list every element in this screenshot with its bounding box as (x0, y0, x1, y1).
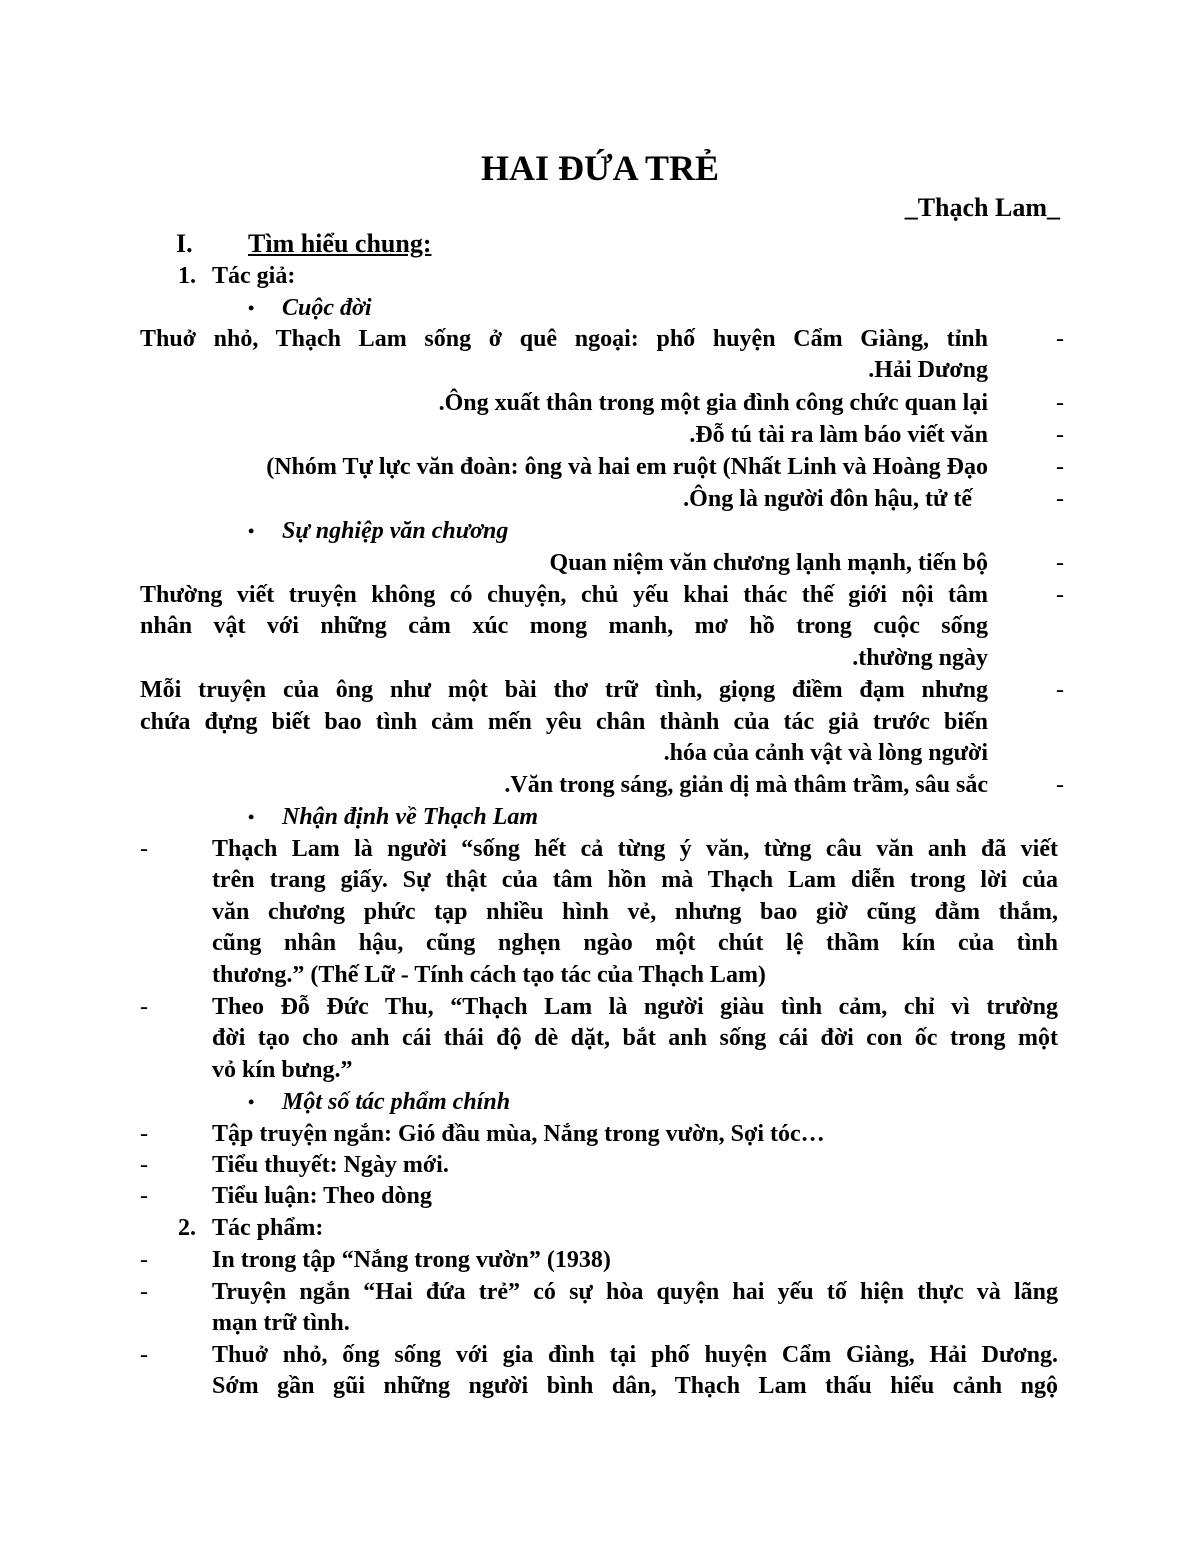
dash-marker: - (140, 1247, 148, 1273)
bullet-icon: • (248, 521, 255, 541)
list-item: .hóa của cảnh vật và lòng người (663, 740, 988, 766)
heading-cuoc-doi: Cuộc đời (282, 295, 372, 321)
dash-marker: - (1056, 486, 1064, 512)
list-item: .Văn trong sáng, giản dị mà thâm trầm, sâu sắc (504, 772, 988, 798)
list-item: Truyện ngắn “Hai đứa trẻ” có sự hòa quyện hai yếu tố hiện thực và lãng (212, 1279, 1058, 1305)
dash-marker: - (1056, 582, 1064, 608)
list-item: mạn trữ tình. (212, 1310, 350, 1336)
dash-marker: - (140, 1152, 148, 1178)
dash-marker: - (1056, 422, 1064, 448)
list-item: .thường ngày (852, 645, 988, 671)
dash-marker: - (140, 994, 148, 1020)
list-item: trên trang giấy. Sự thật của tâm hồn mà Thạch Lam diễn trong lời của (212, 867, 1058, 893)
list-item: Tiểu luận: Theo dòng (212, 1183, 432, 1209)
subsection-label: Tác giả: (212, 263, 296, 289)
list-item: nhân vật với những cảm xúc mong manh, mơ hồ trong cuộc sống (140, 613, 988, 639)
heading-tac-pham-chinh: Một số tác phẩm chính (282, 1089, 511, 1115)
list-item: (Nhóm Tự lực văn đoàn: ông và hai em ruột (Nhất Linh và Hoàng Đạo (266, 454, 988, 480)
list-item: chứa đựng biết bao tình cảm mến yêu chân thành của tác giả trước biến (140, 709, 988, 735)
subsection-label: Tác phẩm: (212, 1215, 324, 1241)
bullet-icon: • (248, 1092, 255, 1112)
dash-marker: - (1056, 772, 1064, 798)
list-item: Mỗi truyện của ông như một bài thơ trữ tình, giọng điềm đạm nhưng (140, 677, 988, 703)
list-item: In trong tập “Nắng trong vườn” (1938) (212, 1247, 611, 1273)
heading-nhan-dinh: Nhận định về Thạch Lam (282, 804, 539, 830)
dash-marker: - (1056, 550, 1064, 576)
list-item: Thạch Lam là người “sống hết cả từng ý văn, từng câu văn anh đã viết (212, 836, 1058, 862)
list-item: văn chương phức tạp nhiều hình vẻ, nhưng bao giờ cũng đằm thắm, (212, 899, 1058, 925)
list-item: đời tạo cho anh cái thái độ dè dặt, bắt anh sống cái đời con ốc trong một (212, 1025, 1058, 1051)
bullet-icon: • (248, 807, 255, 827)
section-number: I. (176, 229, 193, 258)
list-item: Quan niệm văn chương lạnh mạnh, tiến bộ (549, 550, 988, 576)
dash-marker: - (140, 1279, 148, 1305)
list-item: Sớm gần gũi những người bình dân, Thạch Lam thấu hiểu cảnh ngộ (212, 1373, 1058, 1399)
dash-marker: - (140, 1121, 148, 1147)
subsection-number: 1. (178, 263, 196, 289)
list-item: Thường viết truyện không có chuyện, chủ yếu khai thác thế giới nội tâm (140, 582, 988, 608)
document-title: HAI ĐỨA TRẺ (480, 148, 720, 188)
list-item: vỏ kín bưng.” (212, 1057, 353, 1083)
list-item: .Ông xuất thân trong một gia đình công chức quan lại (438, 390, 988, 416)
heading-su-nghiep: Sự nghiệp văn chương (282, 518, 509, 544)
list-item: Thuở nhỏ, Thạch Lam sống ở quê ngoại: phố huyện Cẩm Giàng, tỉnh (140, 326, 988, 352)
dash-marker: - (140, 1183, 148, 1209)
list-item: Theo Đỗ Đức Thu, “Thạch Lam là người giàu tình cảm, chỉ vì trường (212, 994, 1058, 1020)
list-item: Thuở nhỏ, ống sống với gia đình tại phố huyện Cẩm Giàng, Hải Dương. (212, 1342, 1058, 1368)
list-item: .Đỗ tú tài ra làm báo viết văn (689, 422, 988, 448)
dash-marker: - (140, 836, 148, 862)
section-title: Tìm hiểu chung: (248, 229, 432, 258)
dash-marker: - (1056, 454, 1064, 480)
list-item: Tập truyện ngắn: Gió đầu mùa, Nắng trong vườn, Sợi tóc… (212, 1121, 825, 1147)
bullet-icon: • (248, 298, 255, 318)
dash-marker: - (1056, 326, 1064, 352)
list-item: .Ông là người đôn hậu, tử tế (683, 486, 972, 512)
list-item: cũng nhân hậu, cũng nghẹn ngào một chút lệ thầm kín của tình (212, 930, 1058, 956)
list-item: thương.” (Thế Lữ - Tính cách tạo tác của Thạch Lam) (212, 962, 766, 988)
dash-marker: - (1056, 677, 1064, 703)
dash-marker: - (140, 1342, 148, 1368)
list-item: Tiểu thuyết: Ngày mới. (212, 1152, 449, 1178)
author-name: _Thạch Lam_ (904, 193, 1060, 222)
list-item: .Hải Dương (868, 357, 988, 383)
dash-marker: - (1056, 390, 1064, 416)
subsection-number: 2. (178, 1215, 196, 1241)
